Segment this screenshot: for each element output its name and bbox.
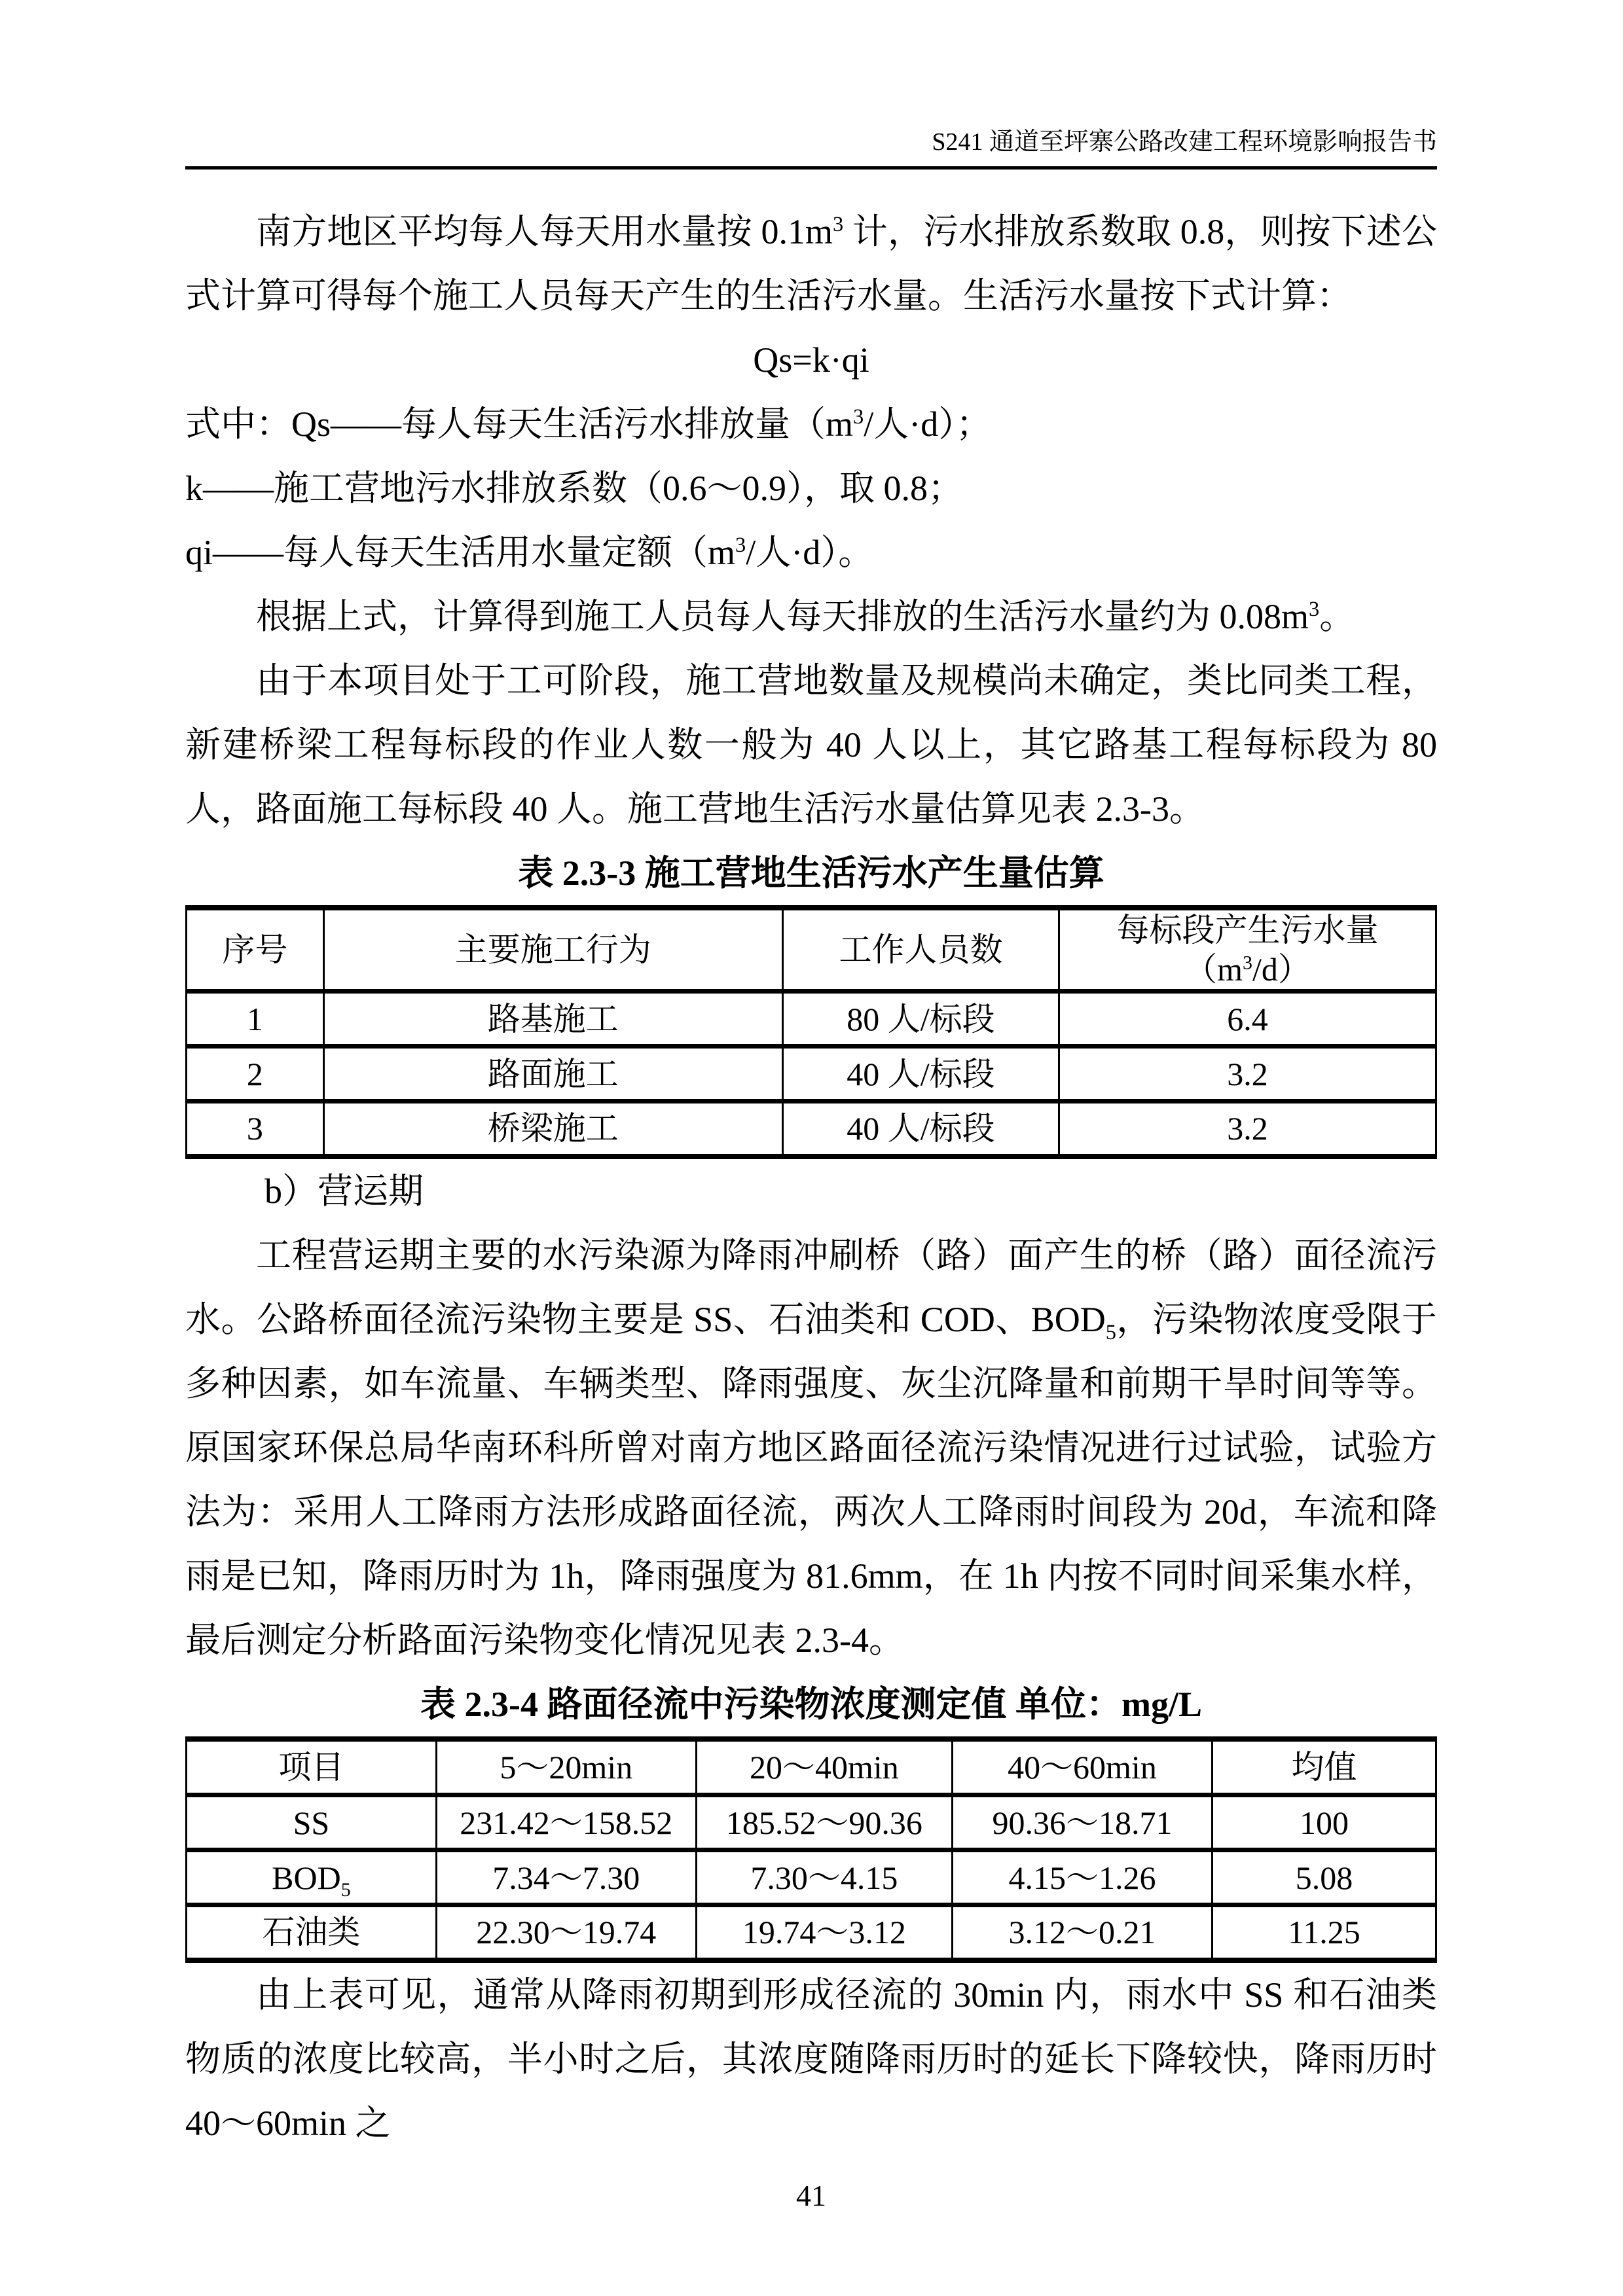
table-cell: 100 [1212,1795,1436,1850]
table-header-cell: 每标段产生污水量$(m^3/d)$ [1059,908,1436,992]
table-header-cell: 20～40min [696,1739,952,1795]
paragraph-conclusion: 由上表可见，通常从降雨初期到形成径流的 30min 内，雨水中 SS 和石油类物质的浓度比较高，半小时之后，其浓度随降雨历时的延长下降较快，降雨历时 40～60min 之 [185,1975,1437,2143]
table-row [187,1102,1436,1157]
table-runoff-concentration [185,1736,1437,1963]
table-header-cell: 5～20min [436,1739,696,1795]
table-cell: SS [187,1795,437,1850]
header-title: S241 通道至坪寨公路改建工程环境影响报告书 [932,128,1437,156]
table-header-cell: 均值 [1212,1739,1436,1795]
table-header-row [187,1739,1436,1795]
paragraph-operation-period: 工程营运期主要的水污染源为降雨冲刷桥（路）面产生的桥（路）面径流污水。公路桥面径流污染物主要是 SS、石油类和 COD、$BOD_5$，污染物浓度受限于多种因素，如车流量、车辆类型、降雨强度、灰尘沉降量和前期干旱时间等等。原国家环保总局华南环科所曾对南方地区路面径流污染情况进行过试验，试验方法为：采用人工降雨方法形成路面径流，两次人工降雨时间段为 20d，车流和降雨是已知，降雨历时为 1h，降雨强度为 81.6mm，在 1h 内按不同时间采集水样，最后测定分析路面污染物变化情况见表 2.3-4。 [185,1235,1437,1660]
table-cell: 5.08 [1212,1850,1436,1905]
body-text [185,200,1437,2155]
table-cell: 3.12～0.21 [953,1905,1213,1960]
table-cell: 185.52～90.36 [696,1795,952,1850]
table2-title: 表 2.3-4 路面径流中污染物浓度测定值 单位：mg/L [420,1684,1202,1724]
table-row [187,1795,1436,1850]
table-cell: 3.2 [1059,1047,1436,1102]
table-cell: $BOD_5$ [187,1850,437,1905]
table-cell: 7.34～7.30 [436,1850,696,1905]
page-header [185,0,1437,166]
table-cell: 22.30～19.74 [436,1905,696,1960]
page-footer [185,2176,1437,2215]
table-cell: 40 人/标段 [782,1102,1059,1157]
table-cell: 90.36～18.71 [953,1795,1213,1850]
table-header-cell: 工作人员数 [782,908,1059,992]
table-cell: 11.25 [1212,1905,1436,1960]
table-row [187,1047,1436,1102]
table1-title: 表 2.3-3 施工营地生活污水产生量估算 [518,853,1104,893]
table-cell: 桥梁施工 [323,1102,782,1157]
table-row [187,1850,1436,1905]
table-header-cell: 主要施工行为 [323,908,782,992]
paragraph-water-usage: 南方地区平均每人每天用水量按 $0.1m^3$ 计，污水排放系数取 0.8，则按下述公式计算可得每个施工人员每天产生的生活污水量。生活污水量按下式计算： [185,212,1437,315]
table-cell: 3 [187,1102,324,1157]
table-cell: 231.42～158.52 [436,1795,696,1850]
table-sewage-estimate [185,905,1437,1159]
table-cell: 4.15～1.26 [953,1850,1213,1905]
paragraph-project-stage: 由于本项目处于工可阶段，施工营地数量及规模尚未确定，类比同类工程，新建桥梁工程每标段的作业人数一般为 40 人以上，其它路基工程每标段为 80 人，路面施工每标段 40 人。施工营地生活污水量估算见表 2.3-3。 [185,661,1437,829]
table-cell: 路基施工 [323,992,782,1047]
paragraph-calculation-result: 根据上式，计算得到施工人员每人每天排放的生活污水量约为 $0.08m^3$。 [256,597,1355,636]
table-cell: 40 人/标段 [782,1047,1059,1102]
section-heading-b: b）营运期 [264,1171,424,1211]
table-cell: 石油类 [187,1905,437,1960]
table-cell: 路面施工 [323,1047,782,1102]
table-cell: 19.74～3.12 [696,1905,952,1960]
table-cell: 80 人/标段 [782,992,1059,1047]
definition-qi: qi——每人每天生活用水量定额（$m^3/$人·d）。 [185,533,874,572]
table-cell: 2 [187,1047,324,1102]
table-header-row [187,908,1436,992]
table-cell: 6.4 [1059,992,1436,1047]
definition-qs: 式中：Qs——每人每天生活污水排放量（$m^3/$人·d）； [185,404,992,444]
table-cell: 3.2 [1059,1102,1436,1157]
definition-k: k——施工营地污水排放系数（0.6～0.9），取 0.8； [185,469,963,508]
table-header-cell: 序号 [187,908,324,992]
table-cell: 1 [187,992,324,1047]
header-rule [185,166,1437,170]
formula-qs: Qs=k·qi [753,340,869,380]
table-cell: 7.30～4.15 [696,1850,952,1905]
table-row [187,992,1436,1047]
table-header-cell: 40～60min [953,1739,1213,1795]
table-row [187,1905,1436,1960]
table-header-cell: 项目 [187,1739,437,1795]
page-number: 41 [796,2178,826,2212]
